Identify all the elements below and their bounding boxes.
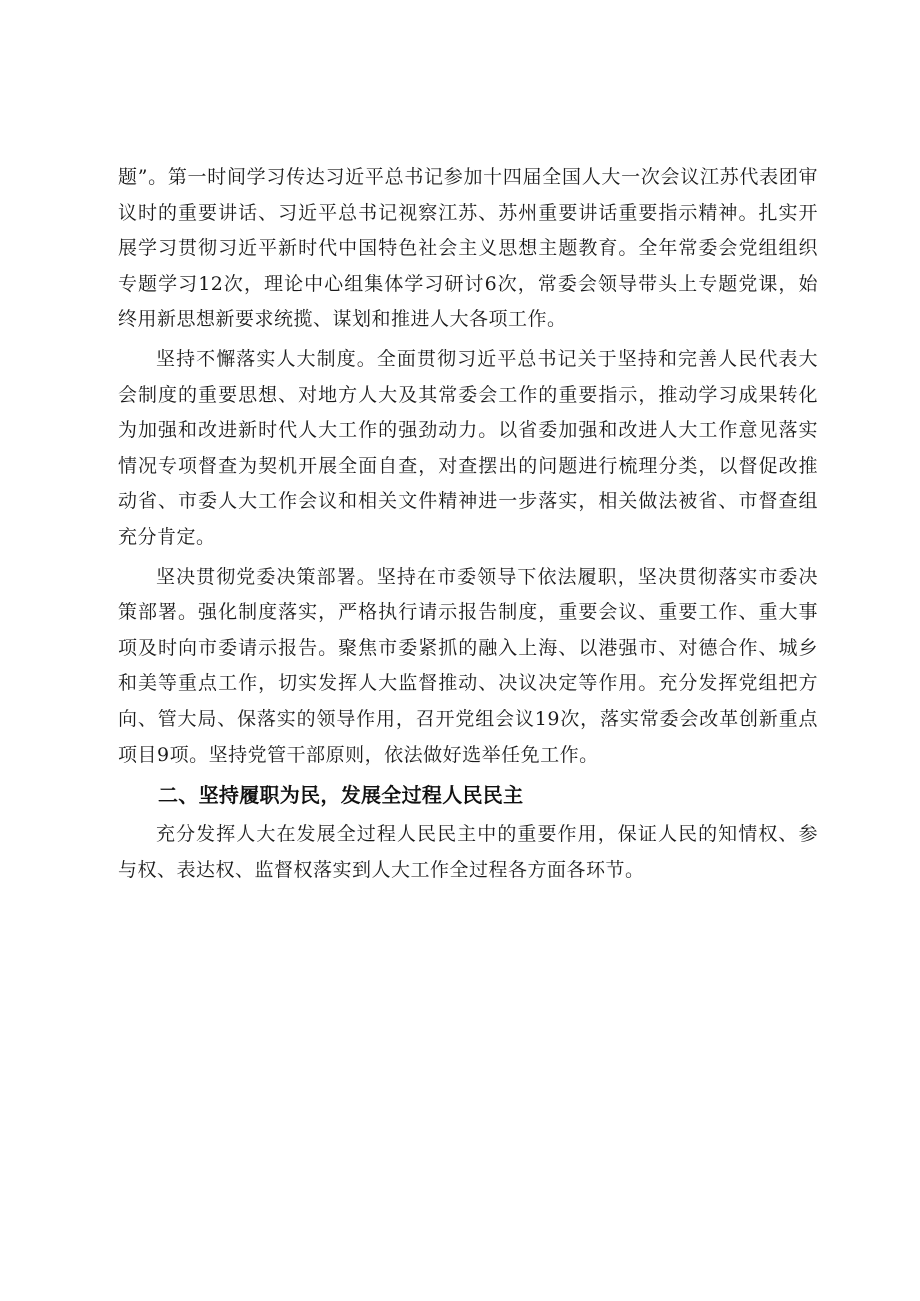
paragraph-democracy: 充分发挥人大在发展全过程人民民主中的重要作用，保证人民的知情权、参与权、表达权、监督权落实到人大工作全过程各方面各环节。 xyxy=(118,823,818,881)
paragraph-study: 题”。第一时间学习传达习近平总书记参加十四届全国人大一次会议江苏代表团审议时的重要讲话、习近平总书记视察江苏、苏州重要讲话重要指示精神。扎实开展学习贯彻习近平新时代中国特色社会主义思想主题教育。全年常委会党组组织专题学习12次，理论中心组集体学习研讨6次，常委会领导带头上专题党课，始终用新思想新要求统揽、谋划和推进人大各项工作。 xyxy=(118,166,818,331)
document-body xyxy=(118,160,818,892)
paragraph-decisions: 坚决贯彻党委决策部署。坚持在市委领导下依法履职，坚决贯彻落实市委决策部署。强化制度落实，严格执行请示报告制度，重要会议、重要工作、重大事项及时向市委请示报告。聚焦市委紧抓的融入上海、以港强市、对德合作、城乡和美等重点工作，切实发挥人大监督推动、决议决定等作用。充分发挥党组把方向、管大局、保落实的领导作用，召开党组会议19次，落实常委会改革创新重点项目9项。坚持党管干部原则，依法做好选举任免工作。 xyxy=(118,565,818,766)
paragraph-system: 坚持不懈落实人大制度。全面贯彻习近平总书记关于坚持和完善人民代表大会制度的重要思想、对地方人大及其常委会工作的重要指示，推动学习成果转化为加强和改进新时代人大工作的强劲动力。以省委加强和改进人大工作意见落实情况专项督查为契机开展全面自查，对查摆出的问题进行梳理分类，以督促改推动省、市委人大工作会议和相关文件精神进一步落实，相关做法被省、市督查组充分肯定。 xyxy=(118,347,818,548)
section-heading-2: 二、坚持履职为民，发展全过程人民民主 xyxy=(158,783,524,808)
